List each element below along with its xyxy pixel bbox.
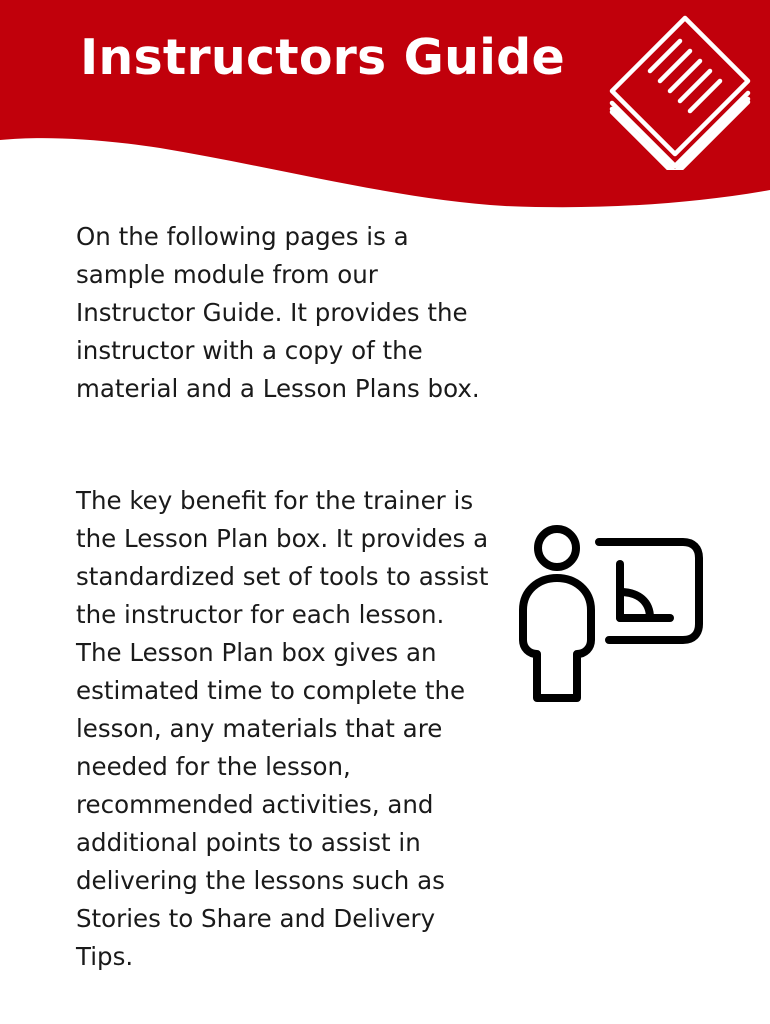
presenter-at-board-icon (515, 520, 710, 705)
stacked-documents-icon (600, 10, 760, 170)
page-title: Instructors Guide (80, 29, 565, 86)
benefit-paragraph: The key benefit for the trainer is the Lesson Plan box. It provides a standardized set of tools to assist the instructor for each lesson. The Lesson Plan box gives an estimated time to complete the lesson, any materials that are needed for the lesson, recommended activities, and additional points to assist in delivering the lessons such as Stories to Share and Delivery Tips. (76, 486, 489, 971)
intro-paragraph: On the following pages is a sample module from our Instructor Guide. It provides the instructor with a copy of the material and a Lesson Plans box. (76, 222, 480, 403)
